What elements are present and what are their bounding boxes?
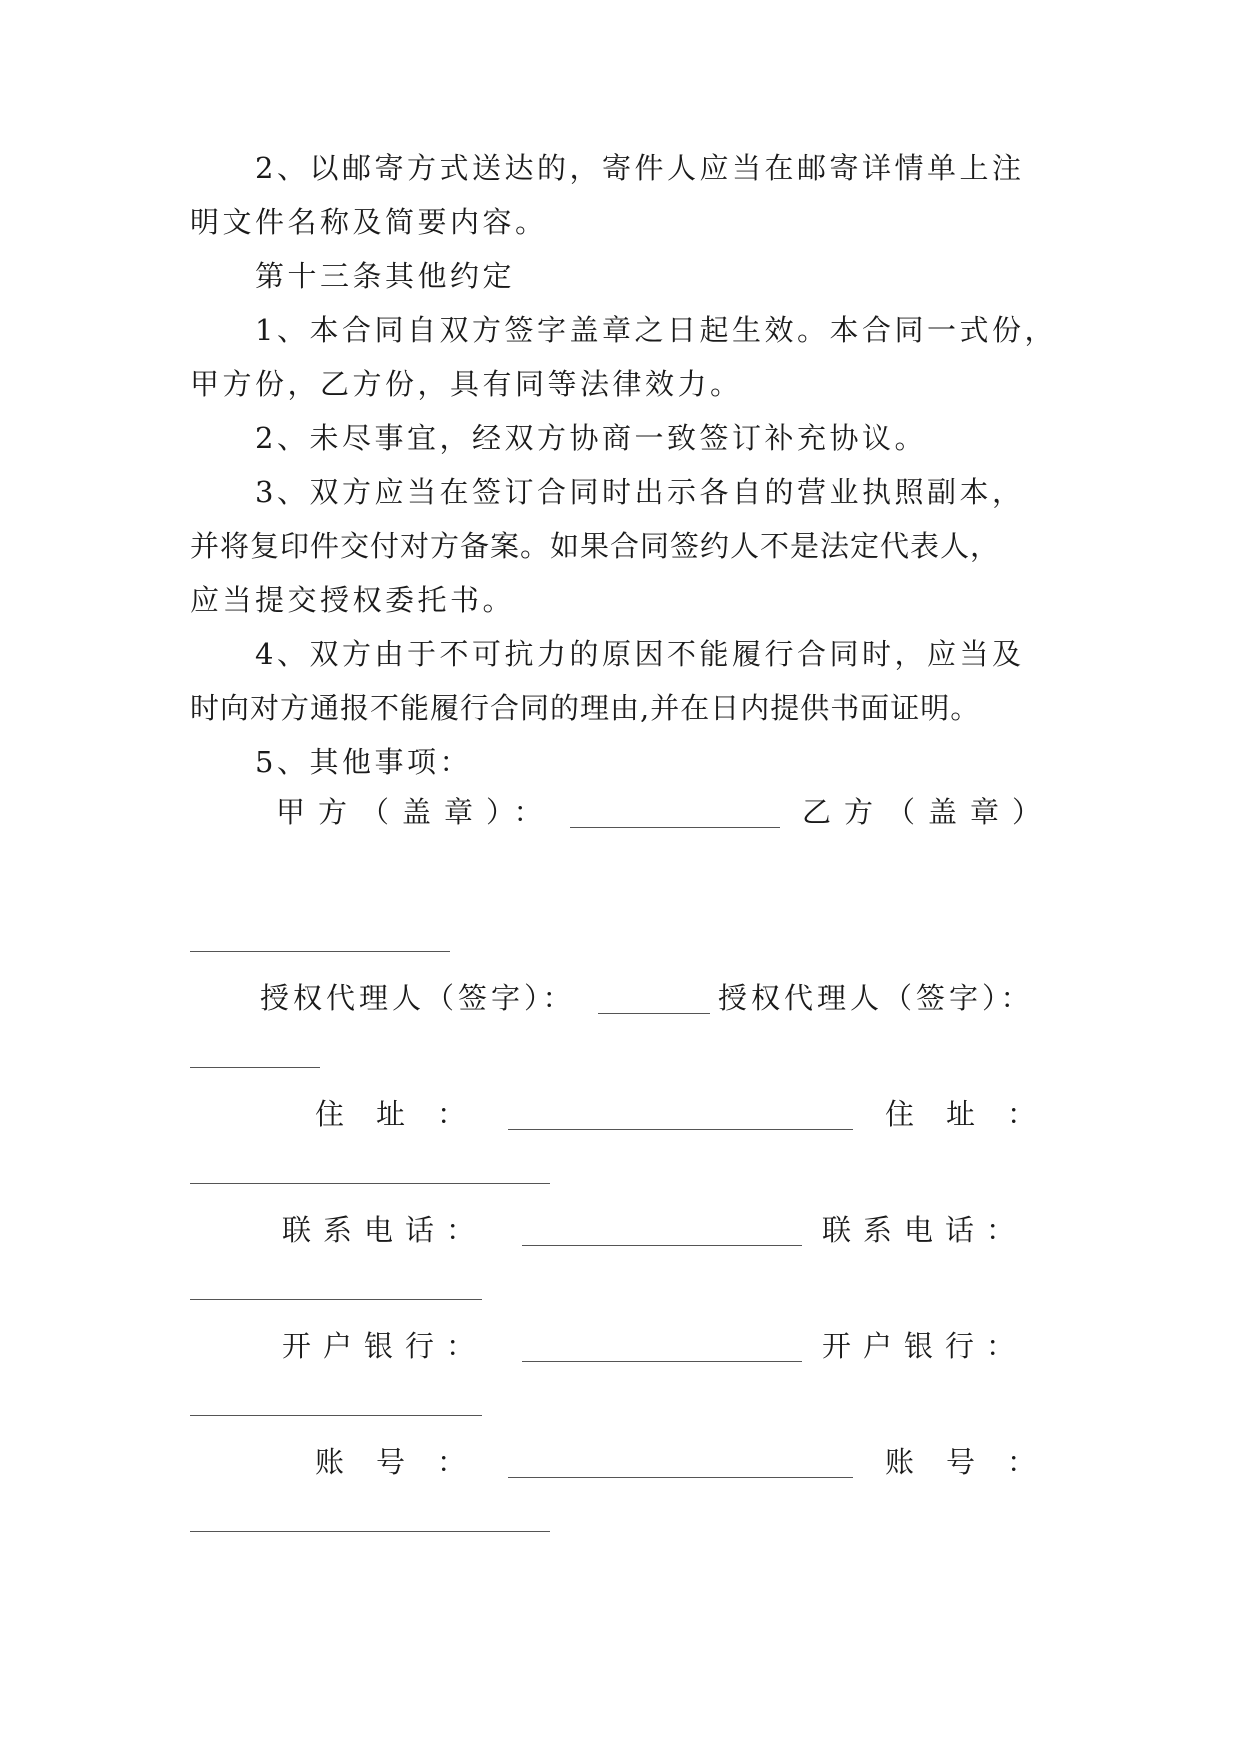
bank-b-label: 开户银行：	[822, 1329, 1028, 1363]
phone-b-label: 联系电话：	[822, 1213, 1028, 1247]
signature-row-bank	[190, 1324, 1050, 1368]
paragraph-line: 并将复印件交付对方备案。如果合同签约人不是法定代表人，	[190, 529, 1001, 563]
account-a-label: 账号：	[315, 1445, 499, 1479]
address-a-blank[interactable]	[508, 1128, 853, 1130]
party-a-seal-label: 甲方（盖章）：	[276, 795, 556, 829]
signature-row-address	[190, 1092, 1069, 1136]
paragraph-line: 5、其他事项：	[255, 745, 472, 779]
address-a-label: 住址：	[315, 1097, 499, 1131]
signature-row-phone	[190, 1208, 1050, 1252]
agent-b-blank[interactable]	[190, 1066, 320, 1068]
bank-a-blank[interactable]	[522, 1360, 802, 1362]
paragraph-line: 3、双方应当在签订合同时出示各自的营业执照副本，	[255, 475, 1025, 509]
bank-a-label: 开户银行：	[282, 1329, 488, 1363]
paragraph-line: 1、本合同自双方签字盖章之日起生效。本合同一式份，	[255, 313, 1057, 347]
section-heading: 第十三条其他约定	[255, 259, 516, 293]
paragraph-line: 2、未尽事宜，经双方协商一致签订补充协议。	[255, 421, 927, 455]
paragraph-line: 时向对方通报不能履行合同的理由,并在日内提供书面证明。	[190, 691, 981, 725]
phone-a-label: 联系电话：	[282, 1213, 488, 1247]
phone-a-blank[interactable]	[522, 1244, 802, 1246]
party-a-seal-blank[interactable]	[570, 826, 780, 828]
signature-row-agent	[190, 976, 1050, 1020]
party-b-seal-label: 乙方（盖章）	[802, 795, 1055, 829]
address-b-blank[interactable]	[190, 1182, 550, 1184]
account-b-blank[interactable]	[190, 1530, 550, 1532]
paragraph-line: 2、以邮寄方式送达的，寄件人应当在邮寄详情单上注	[255, 151, 1025, 185]
agent-b-label: 授权代理人（签字）：	[718, 981, 1034, 1015]
paragraph-line: 明文件名称及简要内容。	[190, 205, 548, 239]
agent-a-label: 授权代理人（签字）：	[260, 981, 576, 1015]
paragraph-line: 甲方份，乙方份，具有同等法律效力。	[190, 367, 743, 401]
account-a-blank[interactable]	[508, 1476, 853, 1478]
address-b-label: 住址：	[885, 1097, 1069, 1131]
phone-b-blank[interactable]	[190, 1298, 482, 1300]
bank-b-blank[interactable]	[190, 1414, 482, 1416]
paragraph-line: 4、双方由于不可抗力的原因不能履行合同时，应当及	[255, 637, 1025, 671]
signature-row-seal	[190, 790, 1055, 834]
paragraph-line: 应当提交授权委托书。	[190, 583, 516, 617]
party-b-seal-blank[interactable]	[190, 950, 450, 952]
agent-a-blank[interactable]	[598, 1012, 710, 1014]
signature-row-account	[190, 1440, 1069, 1484]
account-b-label: 账号：	[885, 1445, 1069, 1479]
